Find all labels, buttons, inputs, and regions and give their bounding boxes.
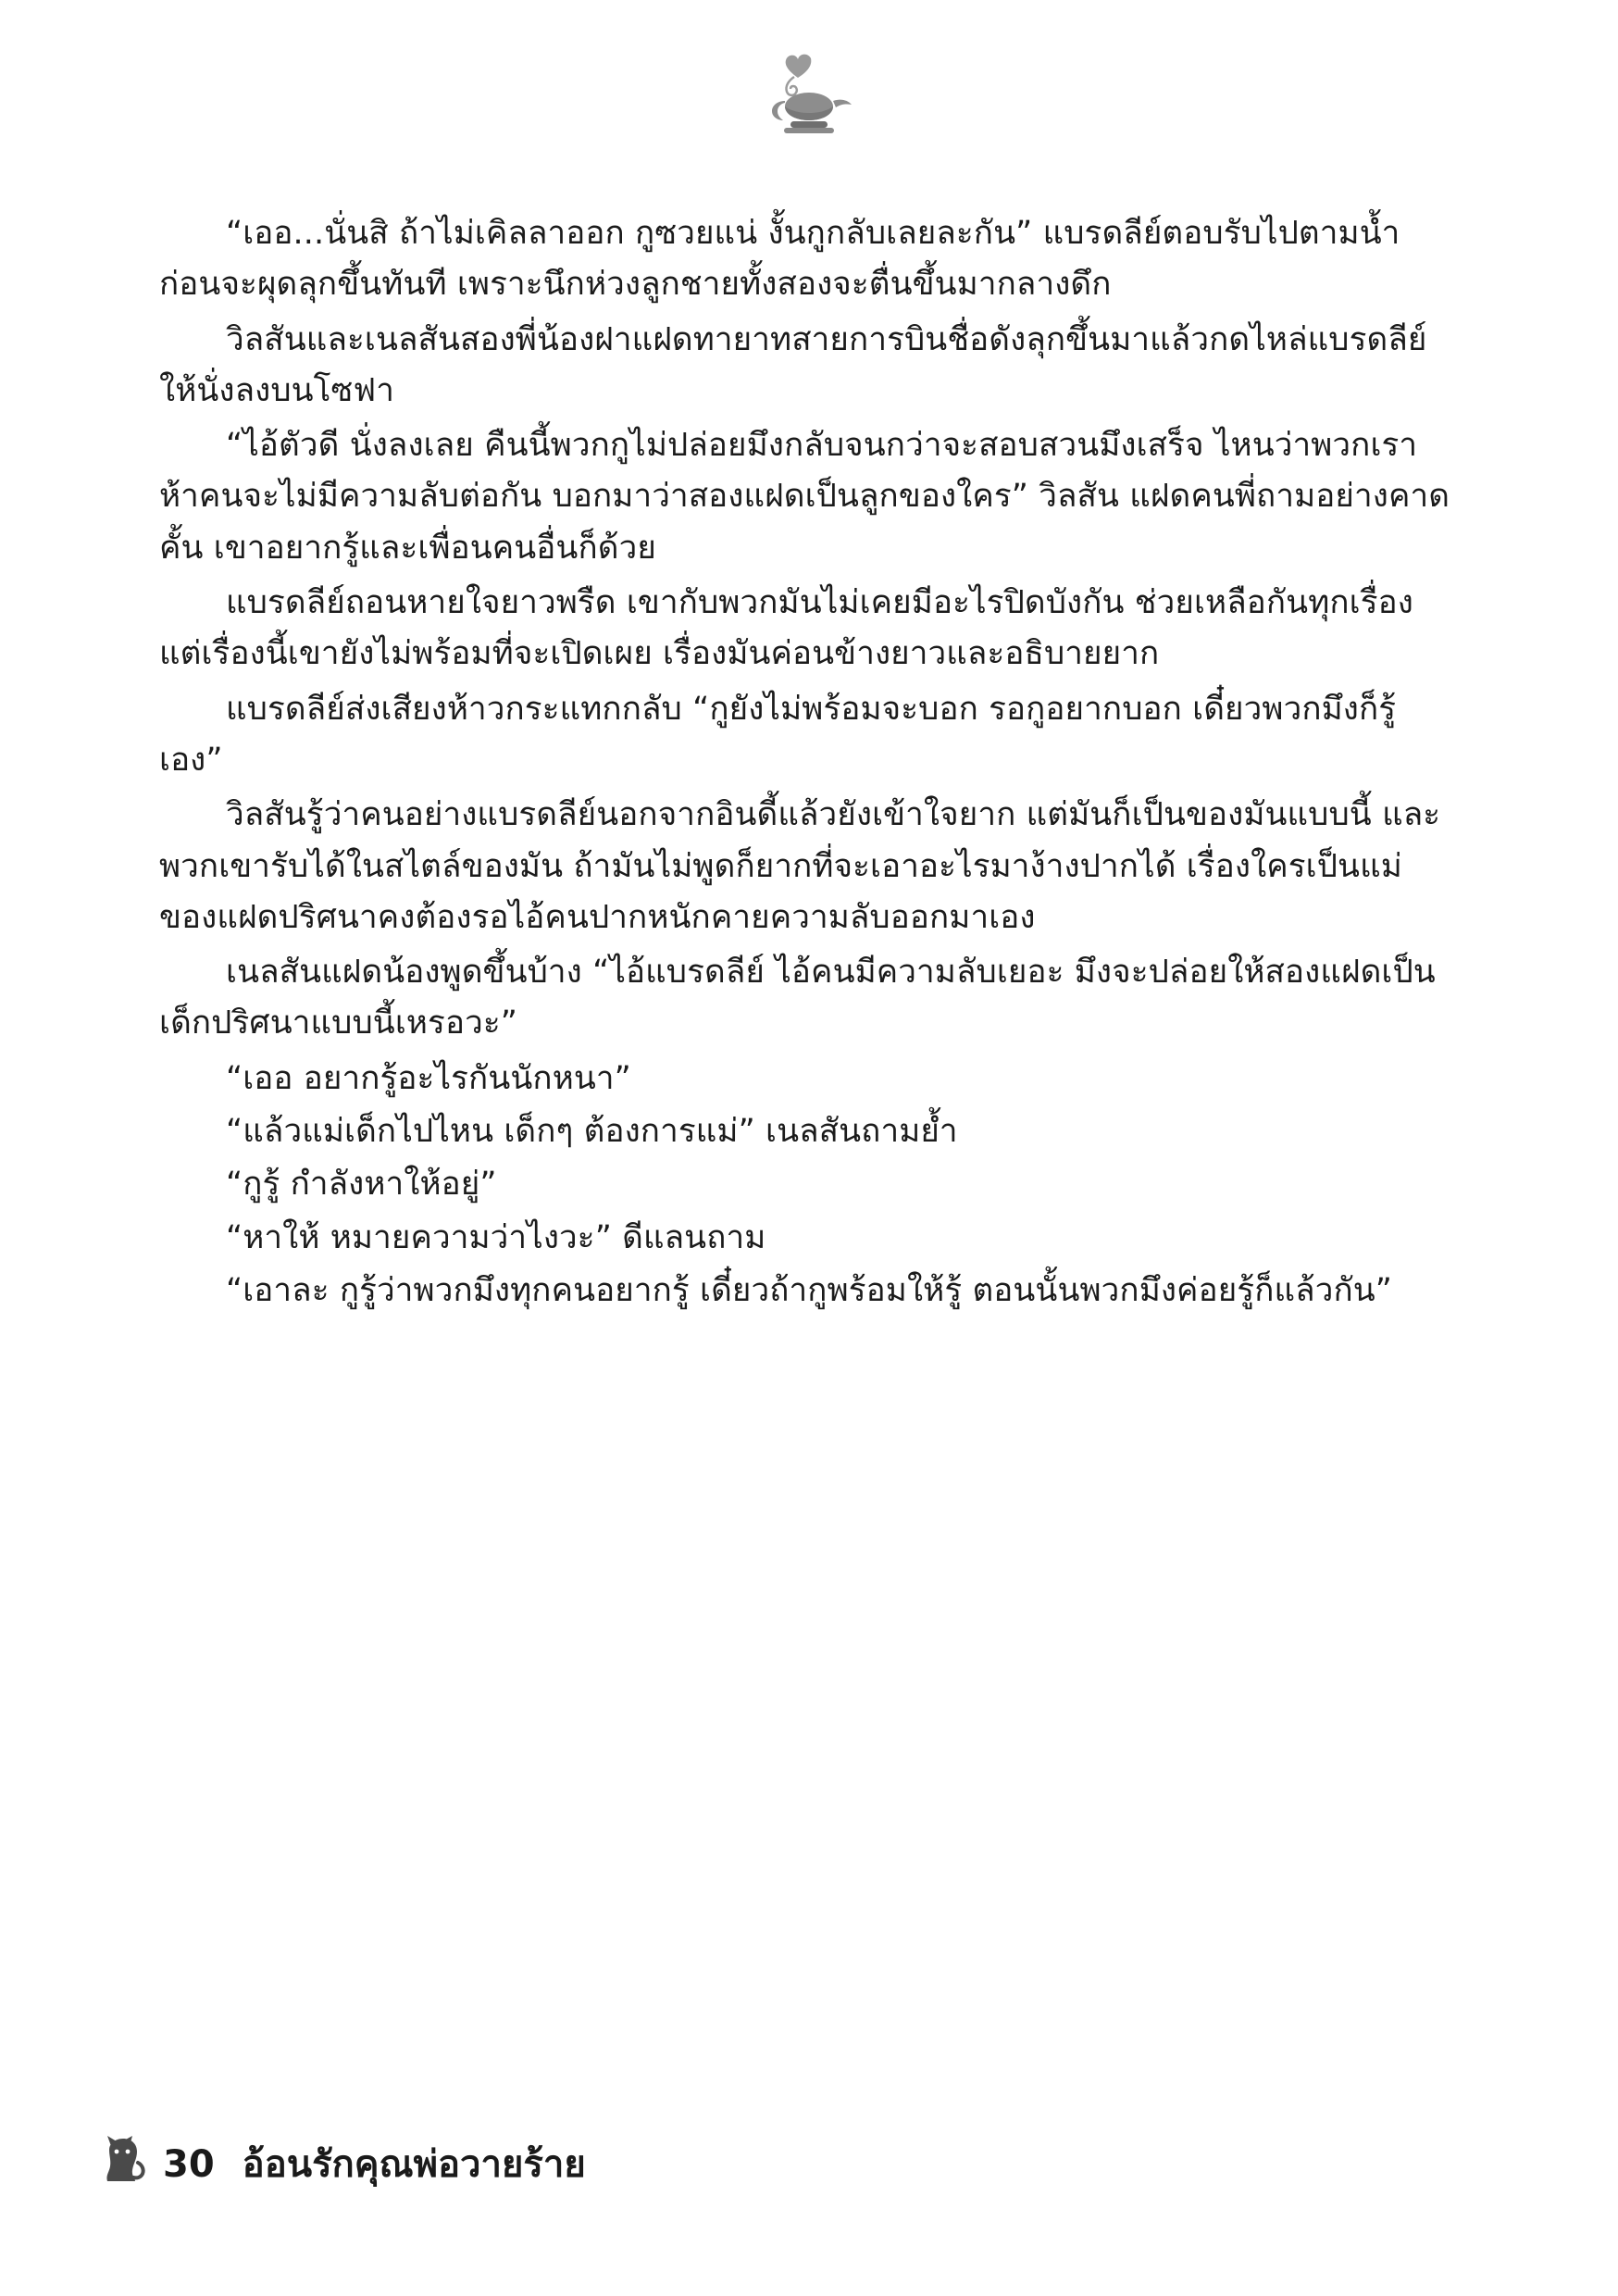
- paragraph: “แล้วแม่เด็กไปไหน เด็กๆ ต้องการแม่” เนลสันถามย้ำ: [226, 1113, 958, 1151]
- page-footer: [93, 2129, 586, 2187]
- paragraph: วิลสันรู้ว่าคนอย่างแบรดลีย์นอกจากอินดี้แล้วยังเข้าใจยาก แต่มันก็เป็นของมันแบบนี้ และพวกเขารับได้ในสไตล์ของมัน ถ้ามันไม่พูดก็ยากที่จะเอาอะไรมาง้างปากได้ เรื่องใครเป็นแม่ของแฝดปริศนาคงต้องรอไอ้คนปากหนักคายความลับออกมาเอง: [159, 796, 1441, 936]
- header-ornament: [0, 44, 1618, 146]
- paragraph: “หาให้ หมายความว่าไงวะ” ดีแลนถาม: [226, 1218, 766, 1256]
- book-title: อ้อนรักคุณพ่อวายร้าย: [242, 2143, 586, 2186]
- paragraph: “เอาละ กูรู้ว่าพวกมึงทุกคนอยากรู้ เดี๋ยวถ้ากูพร้อมให้รู้ ตอนนั้นพวกมึงค่อยรู้ก็แล้วกัน”: [226, 1271, 1392, 1309]
- paragraph: “ไอ้ตัวดี นั่งลงเลย คืนนี้พวกกูไม่ปล่อยมึงกลับจนกว่าจะสอบสวนมึงเสร็จ ไหนว่าพวกเราห้าคนจะไม่มีความลับต่อกัน บอกมาว่าสองแฝดเป็นลูกของใคร” วิลสัน แฝดคนพี่ถามอย่างคาดคั้น เขาอยากรู้และเพื่อนคนอื่นก็ด้วย: [159, 427, 1450, 567]
- paragraph: วิลสันและเนลสันสองพี่น้องฝาแฝดทายาทสายการบินชื่อดังลุกขึ้นมาแล้วกดไหล่แบรดลีย์ให้นั่งลงบนโซฟา: [159, 320, 1427, 409]
- genie-lamp-with-heart-ornament-icon: [753, 49, 865, 142]
- paragraph: “เออ อยากรู้อะไรกันนักหนา”: [226, 1059, 631, 1097]
- page-body: [159, 208, 1455, 1320]
- page-number: 30: [163, 2143, 215, 2186]
- paragraph: “กูรู้ กำลังหาให้อยู่”: [226, 1166, 497, 1204]
- paragraph: แบรดลีย์ถอนหายใจยาวพรืด เขากับพวกมันไม่เคยมีอะไรปิดบังกัน ช่วยเหลือกันทุกเรื่อง แต่เรื่องนี้เขายังไม่พร้อมที่จะเปิดเผย เรื่องมันค่อนข้างยาวและอธิบายยาก: [159, 584, 1413, 673]
- paragraph: “เออ...นั่นสิ ถ้าไม่เคิลลาออก กูซวยแน่ งั้นกูกลับเลยละกัน” แบรดลีย์ตอบรับไปตามน้ำ ก่อนจะผุดลุกขึ้นทันที เพราะนึกห่วงลูกชายทั้งสองจะตื่นขึ้นมากลางดึก: [159, 215, 1400, 304]
- sitting-cat-icon: [93, 2129, 150, 2187]
- paragraph: แบรดลีย์ส่งเสียงห้าวกระแทกกลับ “กูยังไม่พร้อมจะบอก รอกูอยากบอก เดี๋ยวพวกมึงก็รู้เอง”: [159, 690, 1397, 779]
- paragraph: เนลสันแฝดน้องพูดขึ้นบ้าง “ไอ้แบรดลีย์ ไอ้คนมีความลับเยอะ มึงจะปล่อยให้สองแฝดเป็นเด็กปริศนาแบบนี้เหรอวะ”: [159, 954, 1436, 1042]
